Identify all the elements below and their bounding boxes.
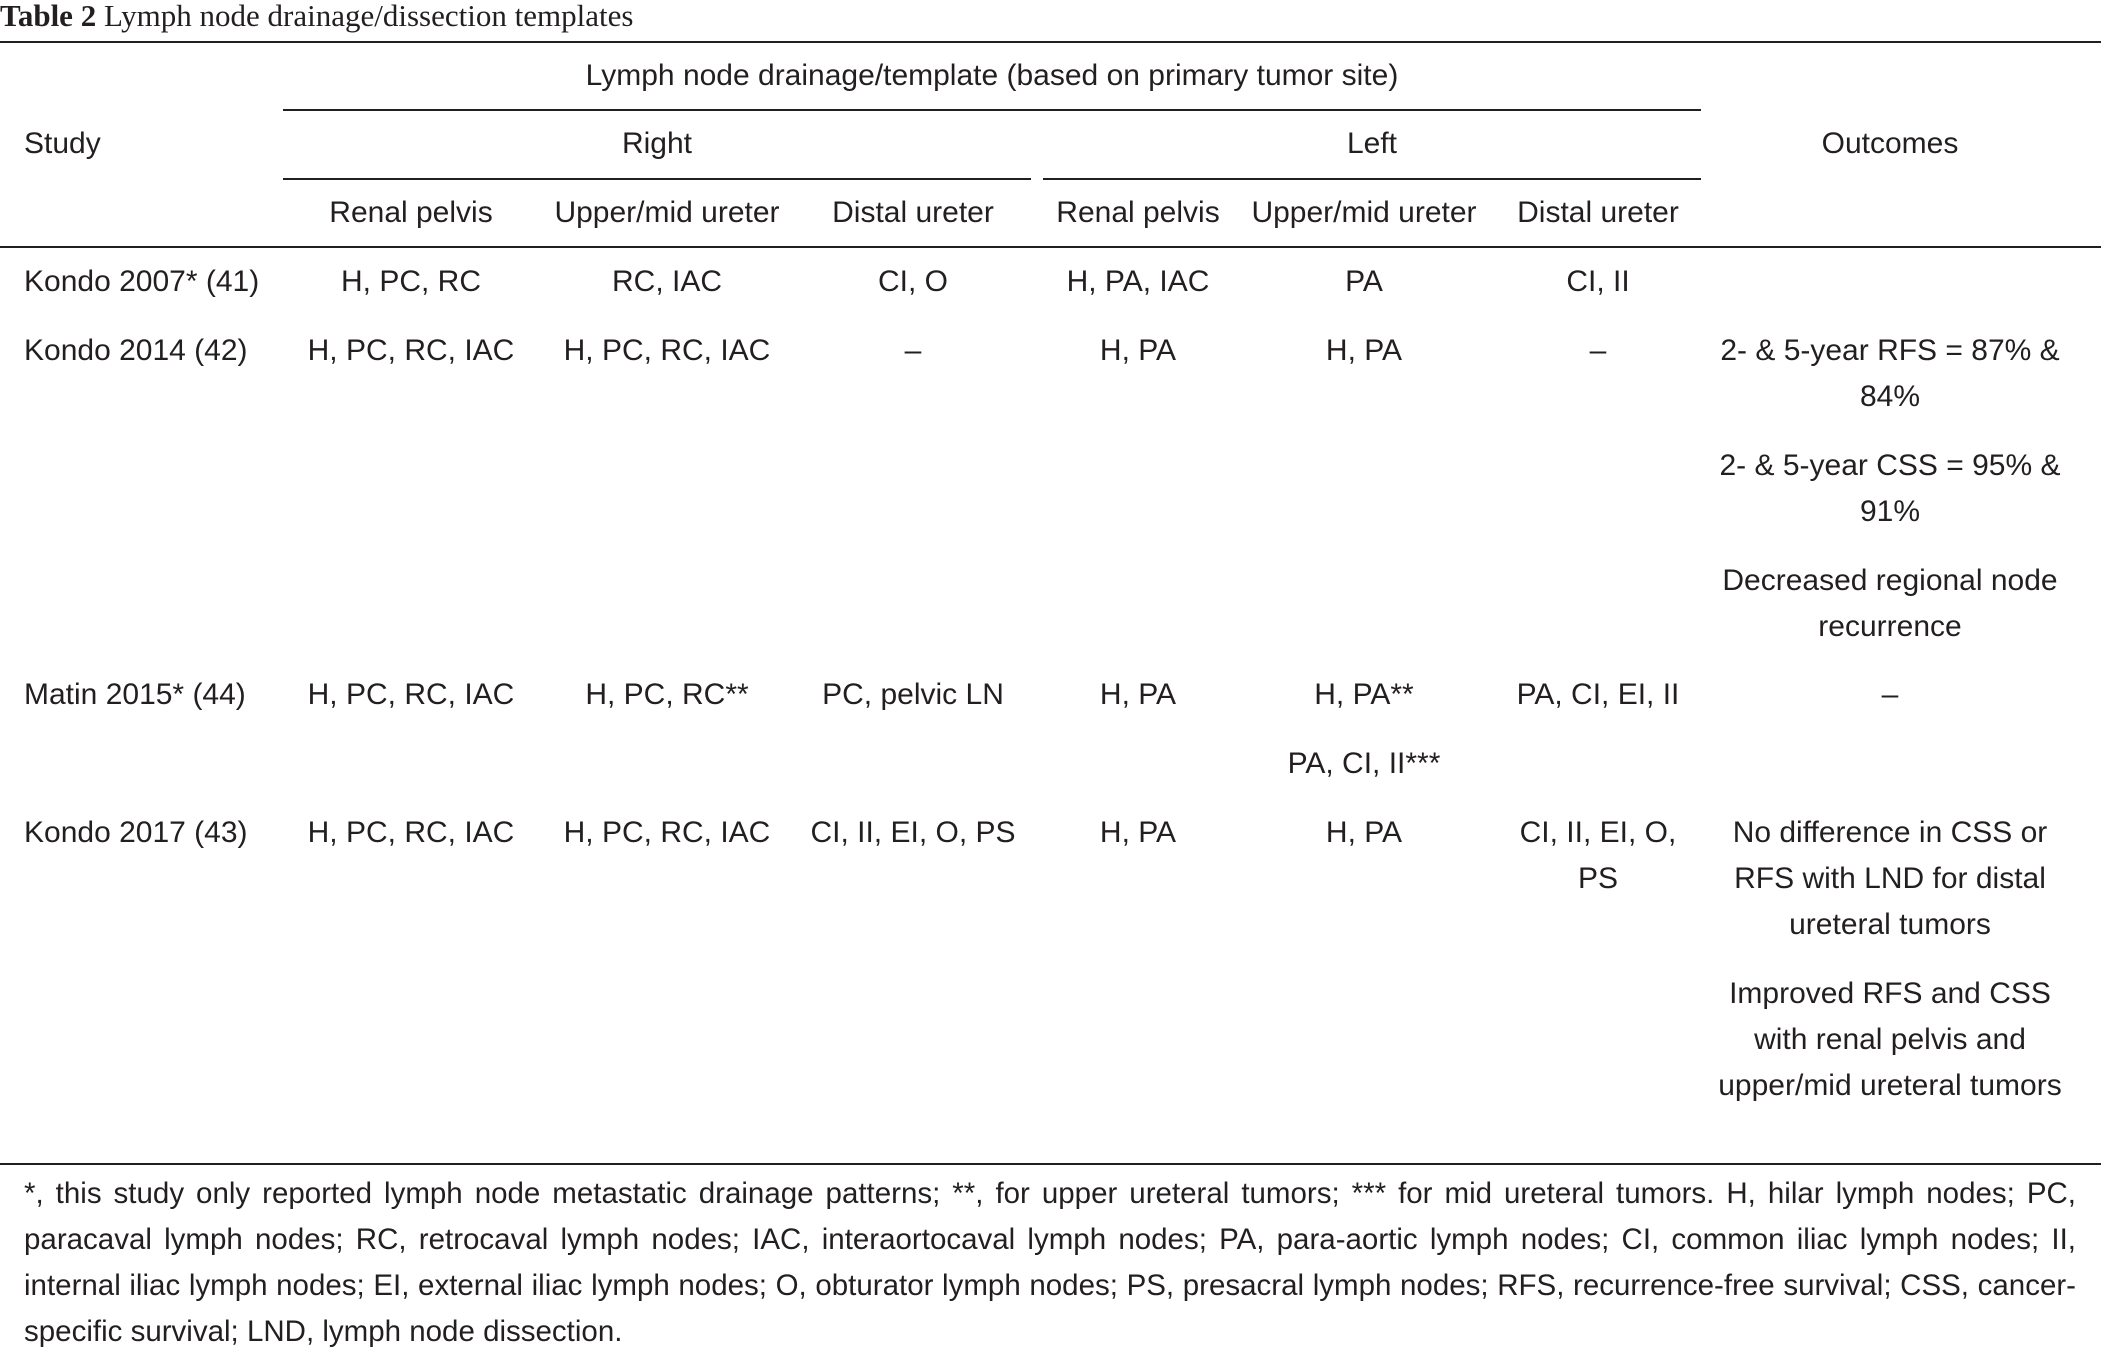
subheader-right-upper-mid-ureter: Upper/mid ureter bbox=[554, 196, 780, 229]
row-matin-2015-left-renal-pelvis: H, PA bbox=[1099, 678, 1177, 711]
row-matin-2015-left-distal: PA, CI, EI, II bbox=[1516, 678, 1680, 711]
top-rule bbox=[0, 41, 2101, 43]
header-right: Right bbox=[621, 127, 693, 160]
row-kondo-2014-left-distal: – bbox=[1589, 334, 1607, 367]
table-caption-title: Lymph node drainage/dissection templates bbox=[103, 0, 634, 33]
row-matin-2015-left-upper-mid-2: PA, CI, II*** bbox=[1287, 747, 1441, 780]
row-kondo-2007-left-upper-mid: PA bbox=[1345, 265, 1383, 298]
row-kondo-2014-outcome-rfs: 2- & 5-year RFS = 87% & 84% bbox=[1720, 334, 2060, 413]
row-kondo-2017-right-upper-mid: H, PC, RC, IAC bbox=[563, 816, 771, 849]
row-kondo-2007-left-renal-pelvis: H, PA, IAC bbox=[1066, 265, 1210, 298]
row-kondo-2017-study: Kondo 2017 (43) bbox=[24, 816, 248, 849]
header-outcomes: Outcomes bbox=[1821, 127, 1959, 160]
row-kondo-2007-study: Kondo 2007* (41) bbox=[24, 265, 260, 298]
subheader-left-renal-pelvis: Renal pelvis bbox=[1056, 196, 1220, 229]
row-kondo-2014-outcome-css: 2- & 5-year CSS = 95% & 91% bbox=[1719, 449, 2061, 528]
header-left: Left bbox=[1346, 127, 1398, 160]
table-caption bbox=[0, 0, 633, 38]
subheader-right-renal-pelvis: Renal pelvis bbox=[329, 196, 493, 229]
row-kondo-2007-right-upper-mid: RC, IAC bbox=[611, 265, 722, 298]
header-group: Lymph node drainage/template (based on primary tumor site) bbox=[585, 59, 1399, 92]
table-footnote: *, this study only reported lymph node metastatic drainage patterns; **, for upper ureteral tumors; *** for mid ureteral tumors. H, hilar lymph nodes; PC, paracaval lymph nodes; RC, retrocaval lymph nodes; IAC, interaortocaval lymph nodes; PA, para-aortic lymph nodes; CI, common iliac lymph nodes; II, internal iliac lymph nodes; EI, external iliac lymph nodes; O, obturator lymph nodes; PS, presacral lymph nodes; RFS, recurrence-free survival; CSS, cancer-specific survival; LND, lymph node dissection. bbox=[24, 1177, 2076, 1348]
row-matin-2015-study: Matin 2015* (44) bbox=[24, 678, 246, 711]
row-matin-2015-right-renal-pelvis: H, PC, RC, IAC bbox=[307, 678, 515, 711]
row-matin-2015-right-upper-mid: H, PC, RC** bbox=[585, 678, 749, 711]
row-kondo-2017-right-distal: CI, II, EI, O, PS bbox=[810, 816, 1016, 849]
row-matin-2015-left-upper-mid: H, PA** bbox=[1314, 678, 1414, 711]
header-study: Study bbox=[24, 127, 101, 160]
header-bottom-rule bbox=[0, 246, 2101, 248]
subheader-left-upper-mid-ureter: Upper/mid ureter bbox=[1251, 196, 1477, 229]
right-header-rule bbox=[283, 178, 1031, 180]
group-header-rule bbox=[283, 109, 1701, 111]
row-kondo-2007-left-distal: CI, II bbox=[1566, 265, 1630, 298]
row-kondo-2007-right-distal: CI, O bbox=[877, 265, 948, 298]
row-kondo-2014-study: Kondo 2014 (42) bbox=[24, 334, 248, 367]
row-kondo-2014-right-upper-mid: H, PC, RC, IAC bbox=[563, 334, 771, 367]
row-kondo-2017-left-renal-pelvis: H, PA bbox=[1099, 816, 1177, 849]
row-kondo-2014-left-upper-mid: H, PA bbox=[1325, 334, 1403, 367]
row-kondo-2014-left-renal-pelvis: H, PA bbox=[1099, 334, 1177, 367]
subheader-left-distal-ureter: Distal ureter bbox=[1517, 196, 1679, 229]
body-bottom-rule bbox=[0, 1163, 2101, 1165]
row-kondo-2017-outcome-improved: Improved RFS and CSS with renal pelvis and upper/mid ureteral tumors bbox=[1718, 977, 2062, 1102]
row-kondo-2014-outcome-recurrence: Decreased regional node recurrence bbox=[1722, 564, 2058, 643]
left-header-rule bbox=[1043, 178, 1701, 180]
subheader-right-distal-ureter: Distal ureter bbox=[832, 196, 994, 229]
row-matin-2015-outcome: – bbox=[1881, 678, 1899, 711]
row-kondo-2007-right-renal-pelvis: H, PC, RC bbox=[340, 265, 481, 298]
row-kondo-2014-right-distal: – bbox=[904, 334, 922, 367]
row-kondo-2017-left-distal: CI, II, EI, O, PS bbox=[1519, 816, 1677, 895]
row-kondo-2017-right-renal-pelvis: H, PC, RC, IAC bbox=[307, 816, 515, 849]
row-kondo-2017-outcome-no-difference: No difference in CSS or RFS with LND for distal ureteral tumors bbox=[1732, 816, 2048, 941]
row-kondo-2014-right-renal-pelvis: H, PC, RC, IAC bbox=[307, 334, 515, 367]
table-caption-label: Table 2 bbox=[0, 0, 97, 33]
row-kondo-2017-left-upper-mid: H, PA bbox=[1325, 816, 1403, 849]
row-matin-2015-right-distal: PC, pelvic LN bbox=[822, 678, 1004, 711]
